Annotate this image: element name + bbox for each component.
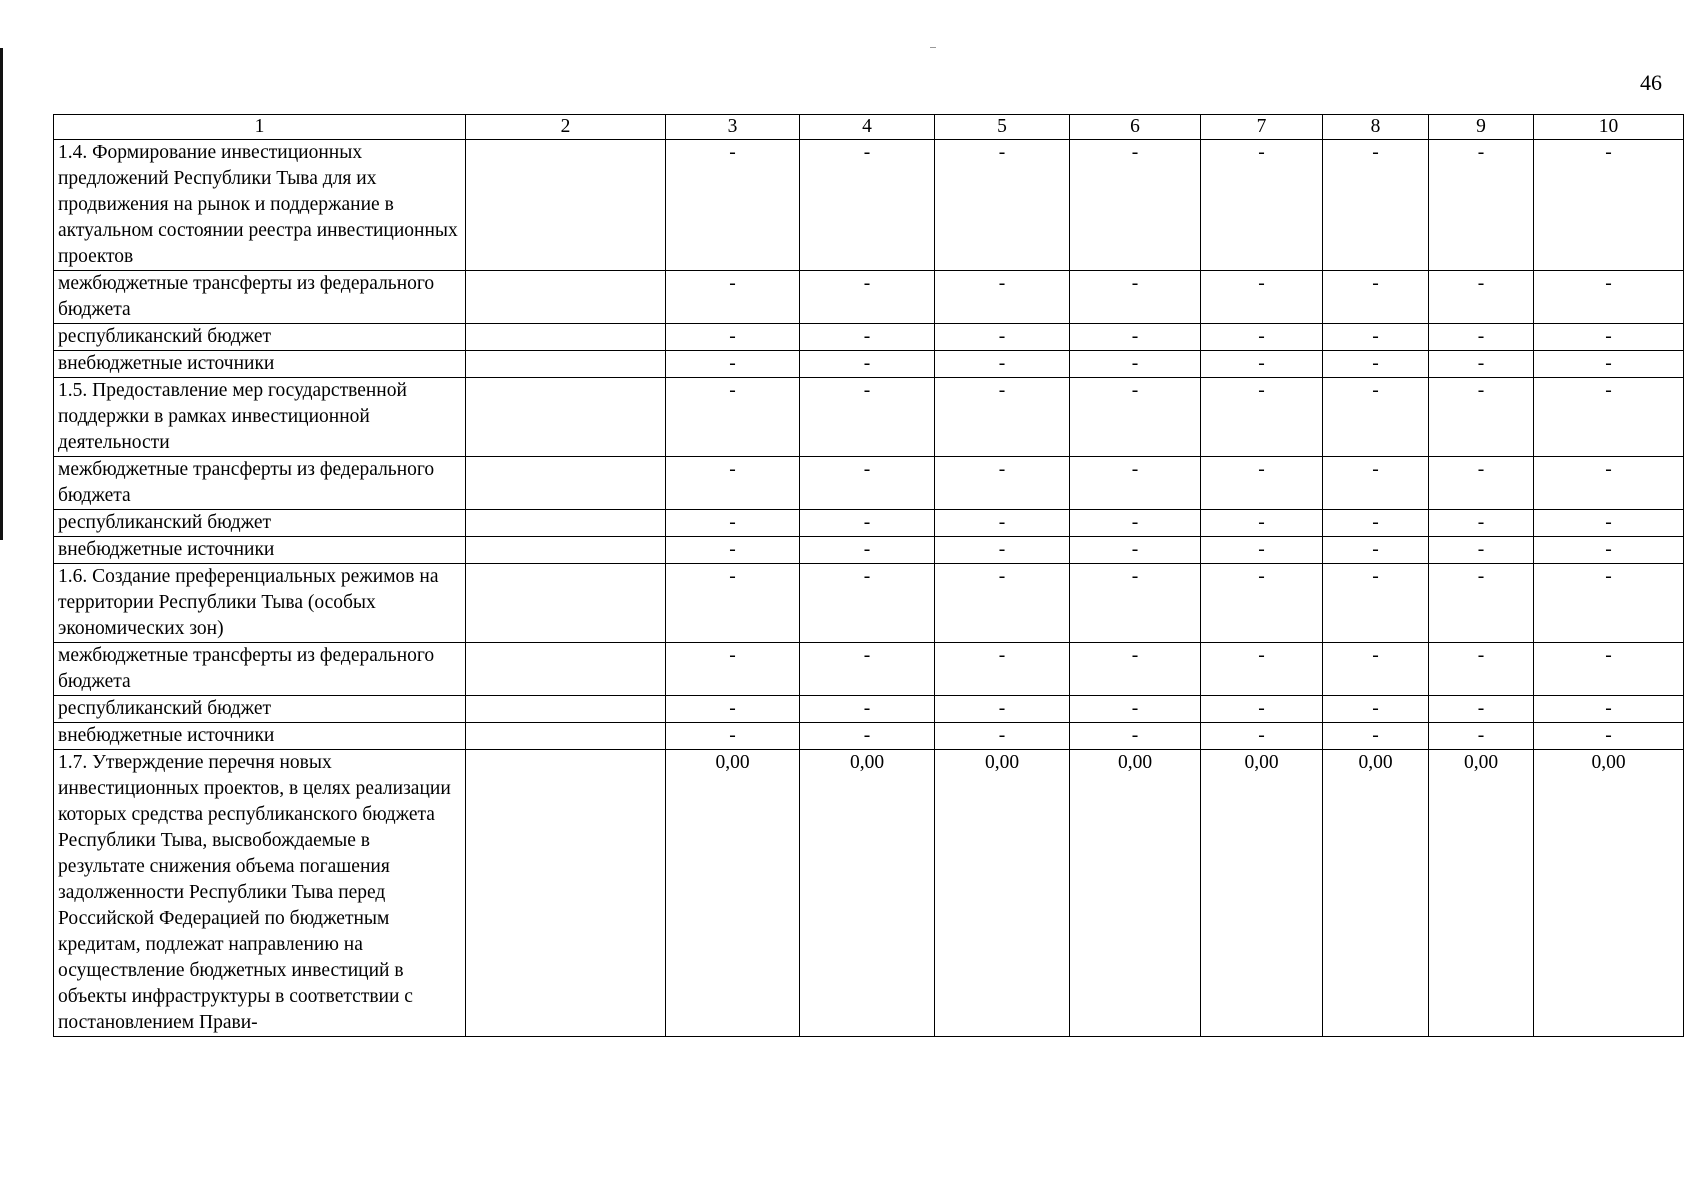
value-cell: - [666, 324, 800, 351]
value-cell: 0,00 [1429, 750, 1534, 1037]
value-cell: - [1429, 271, 1534, 324]
column-header-row [54, 115, 1684, 140]
value-cell: - [935, 324, 1070, 351]
table-row [54, 723, 1684, 750]
value-cell: - [1201, 271, 1323, 324]
value-cell: - [1070, 696, 1201, 723]
value-cell: - [1201, 140, 1323, 271]
value-cell: - [666, 564, 800, 643]
value-cell: - [800, 324, 935, 351]
value-cell: - [935, 510, 1070, 537]
value-cell: - [666, 696, 800, 723]
value-cell: - [1429, 564, 1534, 643]
value-cell: - [1429, 140, 1534, 271]
row-label: внебюджетные источники [54, 351, 466, 378]
value-cell: 0,00 [1534, 750, 1684, 1037]
row-col2-cell [466, 750, 666, 1037]
value-cell: - [1070, 351, 1201, 378]
value-cell: 0,00 [1070, 750, 1201, 1037]
value-cell: - [935, 140, 1070, 271]
value-cell: - [1534, 140, 1684, 271]
value-cell: - [1201, 378, 1323, 457]
row-col2-cell [466, 140, 666, 271]
table-row [54, 696, 1684, 723]
row-col2-cell [466, 723, 666, 750]
value-cell: - [1201, 723, 1323, 750]
table-row [54, 643, 1684, 696]
table-row [54, 351, 1684, 378]
value-cell: - [935, 564, 1070, 643]
value-cell: - [800, 564, 935, 643]
column-header: 8 [1323, 115, 1429, 140]
value-cell: - [935, 457, 1070, 510]
row-col2-cell [466, 537, 666, 564]
row-col2-cell [466, 271, 666, 324]
value-cell: - [1323, 271, 1429, 324]
row-label: 1.5. Предоставление мер государственной поддержки в рамках инвестиционной деятельности [54, 378, 466, 457]
column-header: 9 [1429, 115, 1534, 140]
value-cell: - [1429, 643, 1534, 696]
value-cell: - [1534, 351, 1684, 378]
row-col2-cell [466, 696, 666, 723]
table-row [54, 537, 1684, 564]
table-row [54, 324, 1684, 351]
column-header: 1 [54, 115, 466, 140]
value-cell: - [1070, 457, 1201, 510]
column-header: 4 [800, 115, 935, 140]
row-col2-cell [466, 564, 666, 643]
table-row [54, 564, 1684, 643]
value-cell: - [800, 378, 935, 457]
value-cell: - [935, 537, 1070, 564]
value-cell: - [1534, 537, 1684, 564]
row-label: 1.4. Формирование инвестиционных предложений Республики Тыва для их продвижения на рынок и поддержание в актуальном состоянии реестра инвестиционных проектов [54, 140, 466, 271]
value-cell: - [1070, 271, 1201, 324]
value-cell: - [1201, 696, 1323, 723]
value-cell: - [1070, 510, 1201, 537]
table-row [54, 750, 1684, 1037]
value-cell: - [1070, 537, 1201, 564]
column-header: 6 [1070, 115, 1201, 140]
value-cell: - [800, 537, 935, 564]
value-cell: - [1070, 324, 1201, 351]
value-cell: - [1323, 510, 1429, 537]
table-row [54, 378, 1684, 457]
row-label: межбюджетные трансферты из федерального бюджета [54, 271, 466, 324]
value-cell: - [666, 723, 800, 750]
value-cell: - [1534, 643, 1684, 696]
value-cell: - [800, 696, 935, 723]
column-header: 7 [1201, 115, 1323, 140]
value-cell: 0,00 [1201, 750, 1323, 1037]
value-cell: - [1070, 378, 1201, 457]
value-cell: - [935, 696, 1070, 723]
value-cell: - [935, 351, 1070, 378]
budget-table [53, 114, 1684, 1037]
value-cell: - [1323, 378, 1429, 457]
value-cell: - [1429, 537, 1534, 564]
value-cell: - [935, 271, 1070, 324]
table-row [54, 510, 1684, 537]
value-cell: - [1323, 643, 1429, 696]
row-label: 1.7. Утверждение перечня новых инвестиционных проектов, в целях реализации которых средства республиканского бюджета Республики Тыва, высвобождаемые в результате снижения объема погашения задолженности Республики Тыва перед Российской Федерацией по бюджетным кредитам, подлежат направлению на осуществление бюджетных инвестиций в объекты инфраструктуры в соответствии с постановлением Прави- [54, 750, 466, 1037]
value-cell: - [1429, 351, 1534, 378]
row-col2-cell [466, 324, 666, 351]
value-cell: - [1323, 537, 1429, 564]
value-cell: - [1323, 457, 1429, 510]
column-header: 3 [666, 115, 800, 140]
column-header: 10 [1534, 115, 1684, 140]
row-label: республиканский бюджет [54, 510, 466, 537]
value-cell: - [935, 723, 1070, 750]
row-label: внебюджетные источники [54, 723, 466, 750]
row-col2-cell [466, 510, 666, 537]
value-cell: - [666, 537, 800, 564]
value-cell: - [1429, 510, 1534, 537]
value-cell: - [1201, 351, 1323, 378]
value-cell: - [1070, 723, 1201, 750]
value-cell: - [1534, 324, 1684, 351]
value-cell: - [1323, 696, 1429, 723]
value-cell: - [800, 140, 935, 271]
value-cell: - [1429, 457, 1534, 510]
row-col2-cell [466, 351, 666, 378]
value-cell: 0,00 [935, 750, 1070, 1037]
value-cell: - [1534, 723, 1684, 750]
value-cell: 0,00 [666, 750, 800, 1037]
value-cell: - [1070, 643, 1201, 696]
value-cell: - [800, 723, 935, 750]
value-cell: 0,00 [800, 750, 935, 1037]
value-cell: - [1201, 564, 1323, 643]
row-col2-cell [466, 457, 666, 510]
row-label: 1.6. Создание преференциальных режимов на территории Республики Тыва (особых экономических зон) [54, 564, 466, 643]
value-cell: - [1201, 324, 1323, 351]
row-label: республиканский бюджет [54, 696, 466, 723]
row-col2-cell [466, 378, 666, 457]
value-cell: - [1534, 696, 1684, 723]
value-cell: - [1070, 564, 1201, 643]
value-cell: - [1201, 643, 1323, 696]
value-cell: - [1201, 510, 1323, 537]
value-cell: - [666, 271, 800, 324]
value-cell: - [800, 643, 935, 696]
value-cell: - [666, 351, 800, 378]
value-cell: - [1429, 723, 1534, 750]
column-header: 2 [466, 115, 666, 140]
value-cell: - [1534, 378, 1684, 457]
value-cell: - [800, 457, 935, 510]
value-cell: - [800, 271, 935, 324]
value-cell: 0,00 [1323, 750, 1429, 1037]
value-cell: - [1201, 457, 1323, 510]
value-cell: - [666, 378, 800, 457]
value-cell: - [800, 510, 935, 537]
value-cell: - [1534, 510, 1684, 537]
table-body [54, 115, 1684, 1037]
value-cell: - [1070, 140, 1201, 271]
scan-speck [930, 47, 936, 48]
table-row [54, 140, 1684, 271]
page-number: 46 [1640, 70, 1662, 95]
value-cell: - [1429, 324, 1534, 351]
row-col2-cell [466, 643, 666, 696]
scan-margin-line [0, 48, 3, 540]
row-label: межбюджетные трансферты из федерального бюджета [54, 457, 466, 510]
row-label: внебюджетные источники [54, 537, 466, 564]
table-row [54, 457, 1684, 510]
value-cell: - [1323, 140, 1429, 271]
value-cell: - [666, 510, 800, 537]
value-cell: - [666, 140, 800, 271]
value-cell: - [1201, 537, 1323, 564]
value-cell: - [666, 457, 800, 510]
value-cell: - [1323, 564, 1429, 643]
value-cell: - [1323, 351, 1429, 378]
table-row [54, 271, 1684, 324]
value-cell: - [1534, 457, 1684, 510]
column-header: 5 [935, 115, 1070, 140]
value-cell: - [666, 643, 800, 696]
row-label: межбюджетные трансферты из федерального бюджета [54, 643, 466, 696]
value-cell: - [935, 643, 1070, 696]
value-cell: - [800, 351, 935, 378]
value-cell: - [1429, 378, 1534, 457]
value-cell: - [1429, 696, 1534, 723]
value-cell: - [1534, 271, 1684, 324]
value-cell: - [1534, 564, 1684, 643]
value-cell: - [1323, 324, 1429, 351]
value-cell: - [935, 378, 1070, 457]
value-cell: - [1323, 723, 1429, 750]
row-label: республиканский бюджет [54, 324, 466, 351]
